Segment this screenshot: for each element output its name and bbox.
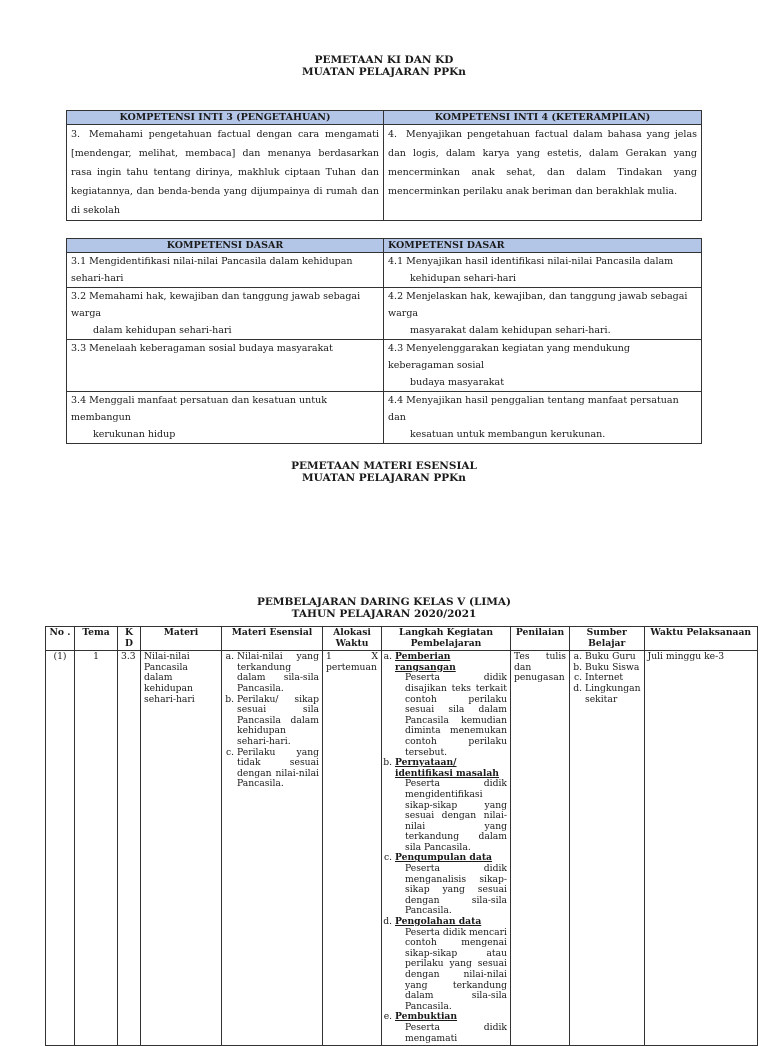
header-tema: Tema — [75, 627, 118, 651]
kd-right-cont: kesatuan untuk membangun kerukunan. — [410, 429, 606, 440]
kd-left-text: 3.1 Mengidentifikasi nilai-nilai Pancasila dalam kehidupan sehari-hari — [71, 256, 353, 284]
list-item: a. Nilai-nilai yang terkandung dalam sila-sila Pancasila. — [237, 652, 319, 694]
list-item: b. Buku Siswa — [585, 663, 641, 674]
cell-langkah — [382, 651, 511, 1046]
kd-left-cont: kerukunan hidup — [93, 429, 176, 440]
step-title: Pernyataan/ identifikasi masalah — [395, 757, 499, 779]
ki4-header: KOMPETENSI INTI 4 (KETERAMPILAN) — [384, 111, 702, 125]
kd-left-text: 3.4 Menggali manfaat persatuan dan kesatuan untuk membangun — [71, 395, 327, 423]
kd-table — [66, 238, 702, 444]
step-body: Peserta didik menganalisis sikap-sikap yang sesuai dengan sila-sila Pancasila. — [405, 863, 507, 917]
kd-row — [67, 253, 702, 288]
header-penilaian: Penilaian — [511, 627, 570, 651]
daring-title — [0, 596, 768, 620]
ki3-cell — [67, 125, 384, 221]
title-line-1: PEMETAAN KI DAN KD — [314, 54, 454, 66]
title-line-2: MUATAN PELAJARAN PPKn — [302, 472, 466, 484]
list-item: c. Perilaku yang tidak sesuai dengan nilai-nilai Pancasila. — [237, 748, 319, 790]
kd-row — [67, 392, 702, 444]
kd-row — [67, 340, 702, 392]
cell-waktu: Juli minggu ke-3 — [644, 651, 757, 1046]
kd-right-cont: kehidupan sehari-hari — [410, 273, 517, 284]
kd-right-text: 4.4 Menyajikan hasil penggalian tentang manfaat persatuan dan — [388, 395, 679, 423]
cell-sumber — [570, 651, 645, 1046]
ki4-number: 4. — [388, 129, 398, 140]
materi-esensial-title — [0, 460, 768, 484]
step-body: Peserta didik mengidentifikasi sikap-sikap yang sesuai dengan nilai-nilai yang terkandung dalam sila Pancasila. — [405, 778, 507, 853]
cell-no: (1) — [46, 651, 75, 1046]
ki-table — [66, 110, 702, 221]
step-title: Pemberian rangsangan — [395, 651, 456, 673]
cell-penilaian: Tes tulis dan penugasan — [511, 651, 570, 1046]
kd-header-right: KOMPETENSI DASAR — [384, 239, 702, 253]
ki3-header: KOMPETENSI INTI 3 (PENGETAHUAN) — [67, 111, 384, 125]
title-line-1: PEMETAAN MATERI ESENSIAL — [291, 460, 477, 472]
step-body: Peserta didik disajikan teks terkait contoh perilaku sesuai sila dalam Pancasila kemudian diminta menemukan contoh perilaku tersebut. — [405, 672, 507, 758]
kd-right-text: 4.3 Menyelenggarakan kegiatan yang mendukung keberagaman sosial — [388, 343, 631, 371]
ki3-text: Memahami pengetahuan factual dengan cara mengamati [mendengar, melihat, membaca] dan menanya berdasarkan rasa ingin tahu tentang dirinya, makhluk ciptaan Tuhan dan kegiatannya, dan benda-benda yang dijumpainya di rumah dan di sekolah — [71, 129, 379, 216]
kd-right-text: 4.1 Menyajikan hasil identifikasi nilai-nilai Pancasila dalam — [388, 256, 674, 267]
kd-left-cont: dalam kehidupan sehari-hari — [93, 325, 232, 336]
title-line-2: TAHUN PELAJARAN 2020/2021 — [291, 608, 477, 620]
step-title: Pengumpulan data — [395, 852, 493, 864]
list-item: a. Buku Guru — [585, 652, 641, 663]
cell-alokasi: 1 X pertemuan — [323, 651, 382, 1046]
ki4-cell — [384, 125, 702, 221]
ki3-number: 3. — [71, 129, 81, 140]
ki4-text: Menyajikan pengetahuan factual dalam bahasa yang jelas dan logis, dalam karya yang estetis, dalam Gerakan yang mencerminkan anak sehat, dan dalam Tindakan yang mencerminkan perilaku anak beriman dan berakhlak mulia. — [388, 129, 697, 197]
step-body: Peserta didik mengamati — [405, 1021, 507, 1044]
header-waktu: Waktu Pelaksanaan — [644, 627, 757, 651]
kd-left-text: 3.3 Menelaah keberagaman sosial budaya masyarakat — [71, 343, 333, 354]
header-alokasi: Alokasi Waktu — [323, 627, 382, 651]
step-body: Peserta didik mencari contoh mengenai sikap-sikap atau perilaku yang sesuai dengan nilai-nilai yang terkandung dalam sila-sila Pancasila. — [405, 926, 507, 1012]
cell-kd: 3.3 — [118, 651, 141, 1046]
kd-right-cont: budaya masyarakat — [410, 377, 505, 388]
step-title: Pembuktian — [395, 1011, 458, 1023]
ki-kd-title — [0, 54, 768, 78]
lesson-plan-table — [45, 626, 758, 1046]
kd-right-cont: masyarakat dalam kehidupan sehari-hari. — [410, 325, 611, 336]
cell-materi-esensial — [222, 651, 323, 1046]
kd-header-left: KOMPETENSI DASAR — [67, 239, 384, 253]
list-item: b. Perilaku/ sikap sesuai sila Pancasila dalam kehidupan sehari-hari. — [237, 695, 319, 748]
header-sumber: Sumber Belajar — [570, 627, 645, 651]
cell-materi: Nilai-nilai Pancasila dalam kehidupan sehari-hari — [141, 651, 222, 1046]
header-langkah: Langkah Kegiatan Pembelajaran — [382, 627, 511, 651]
kd-right-text: 4.2 Menjelaskan hak, kewajiban, dan tanggung jawab sebagai warga — [388, 291, 688, 319]
header-no: No . — [46, 627, 75, 651]
list-item: c. Internet — [585, 673, 641, 684]
cell-tema: 1 — [75, 651, 118, 1046]
header-materi-esensial: Materi Esensial — [222, 627, 323, 651]
header-kd: K D — [118, 627, 141, 651]
step-title: Pengolahan data — [395, 916, 482, 928]
title-line-2: MUATAN PELAJARAN PPKn — [302, 66, 466, 78]
title-line-1: PEMBELAJARAN DARING KELAS V (LIMA) — [257, 596, 511, 608]
header-materi: Materi — [141, 627, 222, 651]
kd-left-text: 3.2 Memahami hak, kewajiban dan tanggung jawab sebagai warga — [71, 291, 361, 319]
kd-row — [67, 288, 702, 340]
list-item: d. Lingkungan sekitar — [585, 684, 641, 705]
table-row — [46, 651, 758, 1046]
